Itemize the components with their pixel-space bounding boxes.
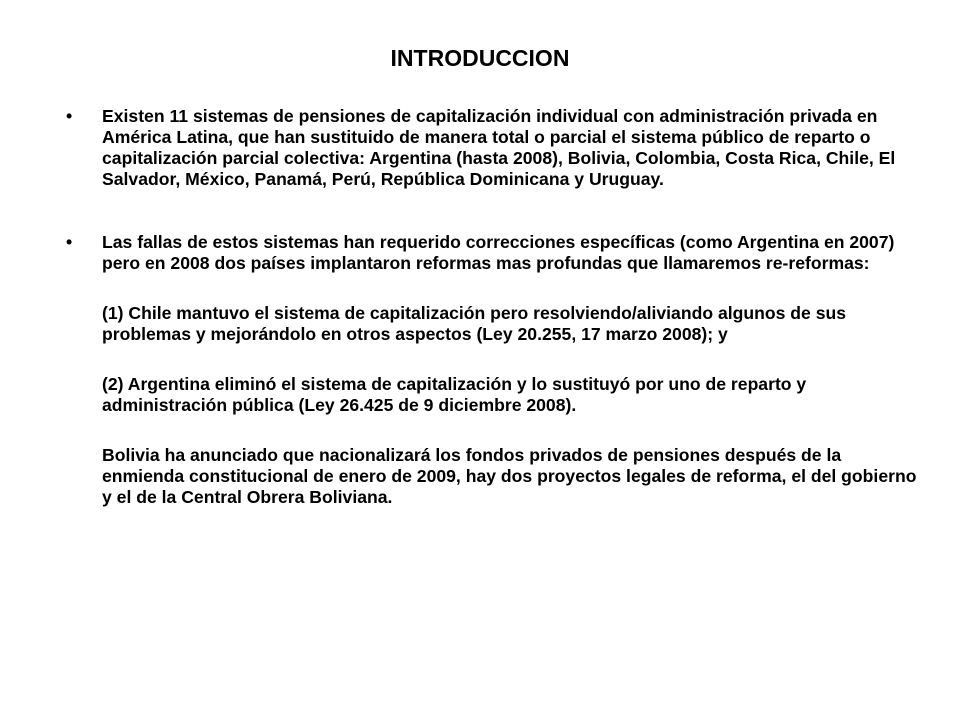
slide-content xyxy=(66,106,926,508)
bullet-point: • xyxy=(66,106,73,126)
paragraph-text: (2) Argentina eliminó el sistema de capitalización y lo sustituyó por uno de reparto y administración pública (Ley 26.425 de 9 diciembre 2008). xyxy=(102,374,807,415)
bullet-paragraph-1 xyxy=(66,106,926,190)
paragraph-text: Bolivia ha anunciado que nacionalizará los fondos privados de pensiones después de la enmienda constitucional de enero de 2009, hay dos proyectos legales de reforma, el del gobierno y el de la Central Obrera Boliviana. xyxy=(102,445,917,507)
paragraph-text: Existen 11 sistemas de pensiones de capitalización individual con administración privada en América Latina, que han sustituido de manera total o parcial el sistema público de reparto o capitalización parcial colectiva: Argentina (hasta 2008), Bolivia, Colombia, Costa Rica, Chile, El Salvador, México, Panamá, Perú, República Dominicana y Uruguay. xyxy=(102,106,896,189)
sub-paragraph-argentina xyxy=(66,374,926,416)
sub-paragraph-bolivia xyxy=(66,445,926,508)
paragraph-text: (1) Chile mantuvo el sistema de capitalización pero resolviendo/aliviando algunos de sus problemas y mejorándolo en otros aspectos (Ley 20.255, 17 marzo 2008); y xyxy=(102,303,847,344)
bullet-point: • xyxy=(66,232,73,252)
paragraph-text: Las fallas de estos sistemas han requerido correcciones específicas (como Argentina en 2007) pero en 2008 dos países implantaron reformas mas profundas que llamaremos re-reformas: xyxy=(102,232,895,273)
sub-paragraph-chile xyxy=(66,303,926,345)
bullet-paragraph-2 xyxy=(66,232,926,274)
slide-title: INTRODUCCION xyxy=(390,45,570,71)
